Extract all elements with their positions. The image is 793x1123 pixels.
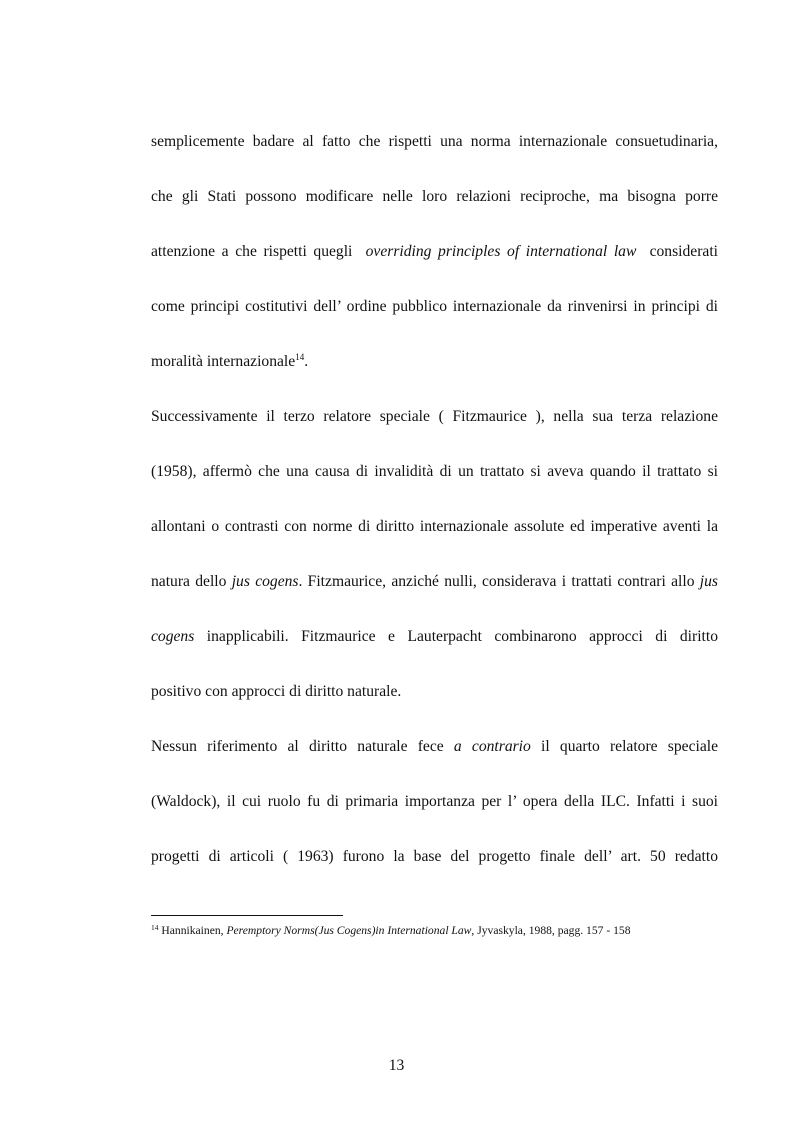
body-line-2 (151, 187, 718, 207)
text: progetti di articoli ( 1963) furono la base del progetto finale dell’ art. 50 redatto (151, 848, 718, 865)
body-line-14 (151, 847, 718, 867)
text: come principi costitutivi dell’ ordine pubblico internazionale da rinvenirsi in principi di (151, 298, 718, 315)
body-line-8 (151, 517, 718, 537)
text: . Fitzmaurice, anziché nulli, considerava i trattati contrari allo (298, 573, 695, 590)
footnote-separator (151, 915, 343, 916)
body-line-6 (151, 407, 718, 427)
body-line-5 (151, 352, 718, 372)
text: attenzione a che rispetti quegli (151, 243, 353, 260)
body-line-11 (151, 682, 718, 702)
text: semplicemente badare al fatto che rispetti una norma internazionale consuetudinaria, (151, 133, 718, 150)
body-line-1 (151, 132, 718, 152)
body-line-13 (151, 792, 718, 812)
body-line-7 (151, 462, 718, 482)
text: Successivamente il terzo relatore speciale ( Fitzmaurice ), nella sua terza relazione (151, 408, 718, 425)
footnote-number: 14 (151, 923, 159, 932)
text: il quarto relatore speciale (541, 738, 718, 755)
text: moralità internazionale (151, 353, 296, 370)
body-line-10 (151, 627, 718, 647)
text: considerati (649, 243, 719, 260)
italic-phrase: jus cogens (231, 573, 299, 590)
body-line-9 (151, 572, 718, 592)
text: Nessun riferimento al diritto naturale fece (151, 738, 444, 755)
body-line-12 (151, 737, 718, 757)
footnote-ref: 14 (295, 352, 305, 362)
italic-phrase: cogens (151, 628, 195, 645)
text: che gli Stati possono modificare nelle loro relazioni reciproche, ma bisogna porre (151, 188, 718, 205)
page-number: 13 (388, 1057, 405, 1074)
text: inapplicabili. Fitzmaurice e Lauterpacht combinarono approcci di diritto (206, 628, 718, 645)
footnote-author: Hannikainen, (161, 924, 224, 937)
body-line-3 (151, 242, 718, 262)
footnote-title: Peremptory Norms(Jus Cogens)in International Law (226, 924, 472, 937)
italic-phrase: jus (699, 573, 718, 590)
text: (Waldock), il cui ruolo fu di primaria importanza per l’ opera della ILC. Infatti i suoi (151, 793, 718, 810)
text: positivo con approcci di diritto naturale. (151, 683, 402, 700)
text: allontani o contrasti con norme di diritto internazionale assolute ed imperative aventi la (151, 518, 718, 535)
text: (1958), affermò che una causa di invalidità di un trattato si aveva quando il trattato si (151, 463, 718, 480)
italic-phrase: overriding principles of international law (365, 243, 637, 260)
italic-phrase: a contrario (453, 738, 531, 755)
text: natura dello (151, 573, 227, 590)
body-line-4 (151, 297, 718, 317)
text: . (304, 353, 309, 370)
footnote (151, 923, 751, 938)
footnote-details: , Jyvaskyla, 1988, pagg. 157 - 158 (471, 924, 631, 937)
